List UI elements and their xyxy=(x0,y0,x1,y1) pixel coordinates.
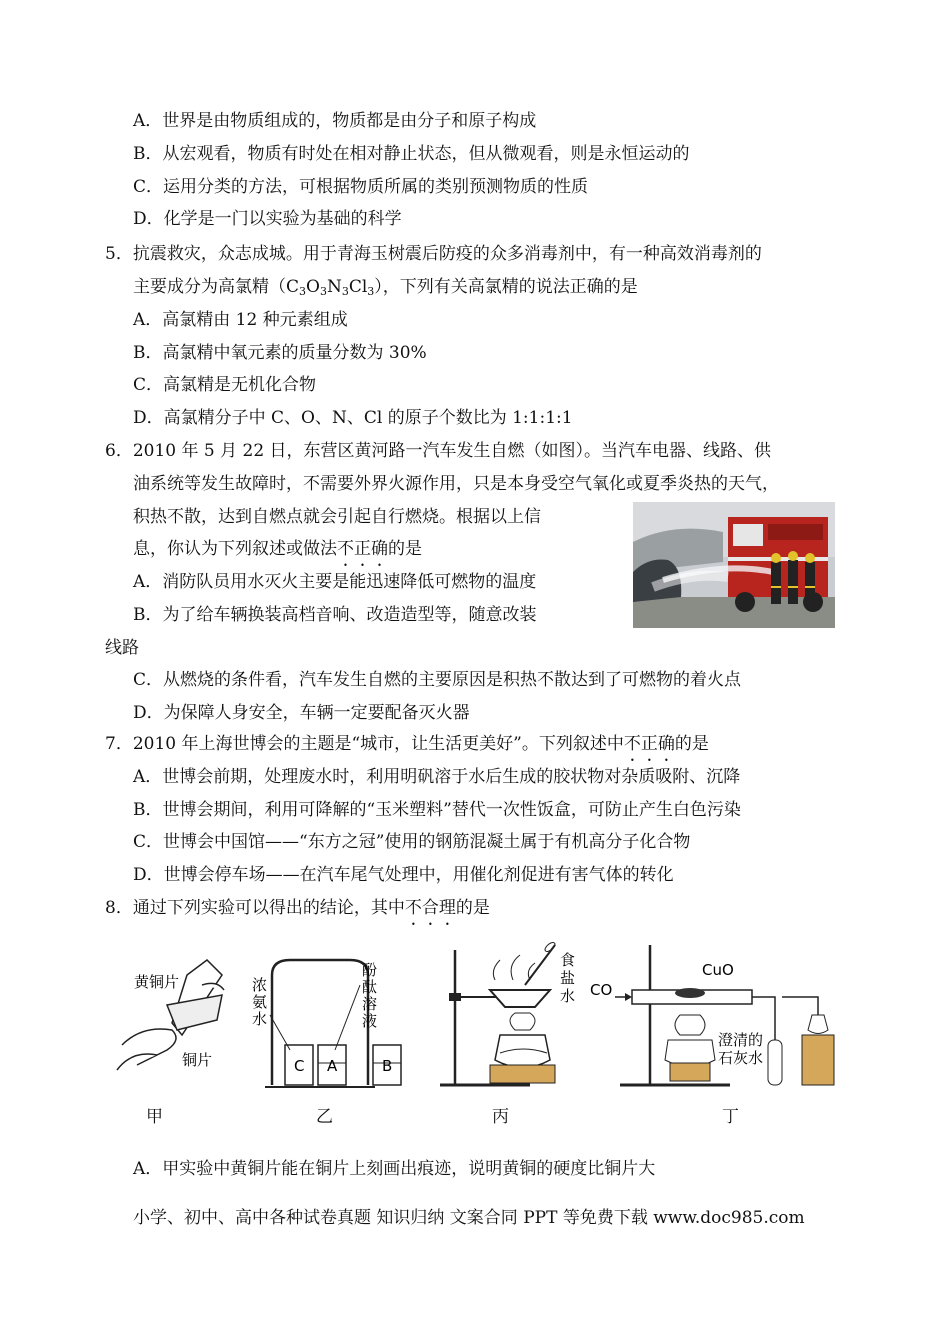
q7-option-d: D．世博会停车场——在汽车尾气处理中，用催化剂促进有害气体的转化 xyxy=(133,865,674,885)
q5-option-d: D．高氯精分子中 C、O、N、Cl 的原子个数比为 1:1:1:1 xyxy=(133,408,573,428)
q5-stem-line2: 主要成分为高氯精$(C_3O_3N_3Cl_3)$，下列有关高氯精的说法正确的是 xyxy=(133,277,638,298)
yi-label-phenol xyxy=(362,961,377,1030)
q4-option-c: C．运用分类的方法，可根据物质所属的类别预测物质的性质 xyxy=(133,177,589,197)
svg-text:石灰水: 石灰水 xyxy=(718,1049,764,1067)
q4-option-a: A．世界是由物质组成的，物质都是由分子和原子构成 xyxy=(133,111,537,131)
svg-text:食: 食 xyxy=(560,951,576,969)
q5-option-a: A．高氯精由 12 种元素组成 xyxy=(133,310,348,330)
q7-option-b: B．世博会期间，利用可降解的“玉米塑料”替代一次性饭盒，可防止产生白色污染 xyxy=(133,800,741,820)
q6-option-b-line2: 线路 xyxy=(105,638,139,658)
q7-option-a: A．世博会前期，处理废水时，利用明矾溶于水后生成的胶状物对杂质吸附、沉降 xyxy=(133,767,741,787)
q8-stem: 8．通过下列实验可以得出的结论，其中不合理的是 xyxy=(105,898,490,918)
ding-caption: 丁 xyxy=(722,1107,739,1127)
q4-option-b: B．从宏观看，物质有时处在相对静止状态，但从微观看，则是永恒运动的 xyxy=(133,144,690,164)
jia-label-copper: 铜片 xyxy=(182,1051,213,1069)
svg-text:酞: 酞 xyxy=(362,978,378,996)
q5-stem-line1: 5．抗震救灾，众志成城。用于青海玉树震后防疫的众多消毒剂中，有一种高效消毒剂的 xyxy=(105,244,762,264)
q8-option-a: A．甲实验中黄铜片能在铜片上刻画出痕迹，说明黄铜的硬度比铜片大 xyxy=(133,1159,656,1179)
experiment-jia-diagram xyxy=(112,945,227,1085)
q7-option-c: C．世博会中国馆——“东方之冠”使用的钢筋混凝土属于有机高分子化合物 xyxy=(133,832,691,852)
q6-stem-line3: 积热不散，达到自燃点就会引起自行燃烧。根据以上信 xyxy=(133,507,541,527)
svg-text:澄清的: 澄清的 xyxy=(718,1031,764,1049)
svg-text:氨: 氨 xyxy=(252,993,268,1011)
yi-cup-a: A xyxy=(327,1057,338,1075)
svg-text:盐: 盐 xyxy=(560,969,576,987)
q6-stem-line4: 息，你认为下列叙述或做法不正确的是 xyxy=(133,539,422,559)
q6-option-d: D．为保障人身安全，车辆一定要配备灭火器 xyxy=(133,703,470,723)
svg-text:水: 水 xyxy=(252,1010,268,1028)
yi-label-ammonia xyxy=(252,976,267,1028)
svg-text:酚: 酚 xyxy=(362,961,378,979)
yi-cup-c: C xyxy=(294,1057,305,1075)
q6-stem-line2: 油系统等发生故障时，不需要外界火源作用，只是本身受空气氧化或夏季炎热的天气， xyxy=(133,474,779,494)
svg-text:液: 液 xyxy=(362,1012,378,1030)
yi-cup-b: B xyxy=(382,1057,393,1075)
experiment-bing-diagram xyxy=(435,935,595,1095)
jia-label-brass: 黄铜片 xyxy=(134,973,180,991)
fire-truck-photo xyxy=(633,502,835,628)
q6-option-b-line1: B．为了给车辆换装高档音响、改造造型等，随意改装 xyxy=(133,605,537,625)
q5-option-b: B．高氯精中氧元素的质量分数为 30% xyxy=(133,343,427,363)
experiment-ding-diagram xyxy=(590,935,840,1095)
ding-label-co: CO xyxy=(590,981,613,999)
q7-stem: 7．2010 年上海世博会的主题是“城市，让生活更美好”。下列叙述中不正确的是 xyxy=(105,734,709,754)
bing-caption: 丙 xyxy=(492,1107,509,1127)
yi-caption: 乙 xyxy=(316,1107,333,1127)
experiment-yi-diagram xyxy=(250,945,410,1095)
q6-option-c: C．从燃烧的条件看，汽车发生自燃的主要原因是积热不散达到了可燃物的着火点 xyxy=(133,670,742,690)
q4-option-d: D．化学是一门以实验为基础的科学 xyxy=(133,209,402,229)
q6-stem-line1: 6．2010 年 5 月 22 日，东营区黄河路一汽车发生自燃（如图）。当汽车电器、线路、供 xyxy=(105,441,772,461)
jia-caption: 甲 xyxy=(146,1107,163,1127)
svg-text:溶: 溶 xyxy=(362,995,378,1013)
q5-option-c: C．高氯精是无机化合物 xyxy=(133,375,317,395)
svg-text:水: 水 xyxy=(560,987,576,1005)
svg-text:浓: 浓 xyxy=(252,976,268,994)
footer-note: 小学、初中、高中各种试卷真题 知识归纳 文案合同 PPT 等免费下载 www.doc985.com xyxy=(133,1208,805,1228)
ding-label-cuo: CuO xyxy=(702,961,734,979)
q6-option-a: A．消防队员用水灭火主要是能迅速降低可燃物的温度 xyxy=(133,572,537,592)
